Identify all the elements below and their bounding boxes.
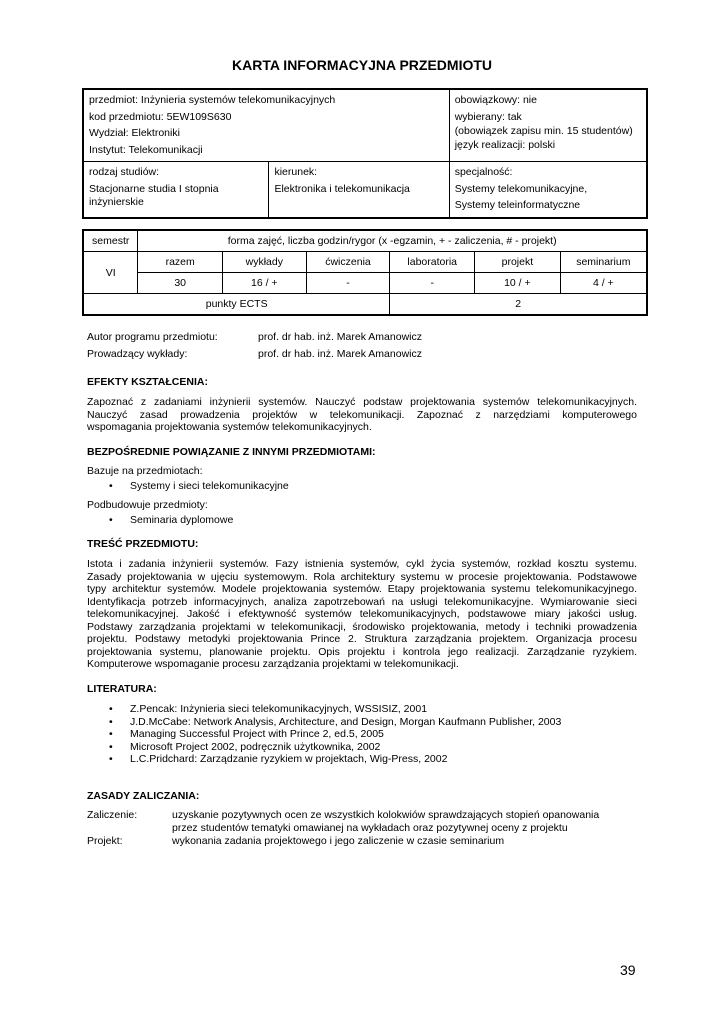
study-type-line2: inżynierskie [89, 195, 144, 208]
col-header: projekt [475, 252, 561, 273]
bullet-icon: • [109, 740, 113, 753]
author-label: Autor programu przedmiotu: [87, 331, 218, 343]
ects-label: punkty ECTS [83, 294, 390, 316]
specialty-cell [449, 162, 647, 218]
based-list [87, 480, 289, 493]
form-header: forma zajęć, liczba godzin/rygor (x -egzamin, + - zaliczenia, # - projekt) [138, 230, 647, 252]
bullet-icon: • [109, 480, 113, 492]
tresc-line: Komputerowe wspomaganie procesu zarządzania projektami w telekomunikacji. [87, 658, 459, 670]
study-type-cell [83, 162, 269, 218]
bullet-icon: • [109, 753, 113, 766]
list-item: • L.C.Pridchard: Zarządzanie ryzykiem w projektach, Wig-Press, 2002 [109, 753, 448, 766]
bullet-icon: • [109, 703, 113, 715]
elective-status: wybierany: tak [454, 110, 522, 123]
faculty: Wydział: Elektroniki [89, 127, 180, 139]
semester-header: semestr [83, 230, 138, 252]
col-header: seminarium [560, 252, 647, 273]
hours-value: 16 / + [222, 273, 306, 294]
powiazania-heading: BEZPOŚREDNIE POWIĄZANIE Z INNYMI PRZEDMIOTAMI: [87, 446, 376, 458]
specialty-line2: Systemy teleinformatyczne [454, 199, 581, 211]
zaliczenie-line2: przez studentów tematyki omawianej na wykładach oraz pozytywnej oceny z projektu [172, 822, 568, 834]
direction-value: Elektronika i telekomunikacja [274, 182, 410, 195]
bullet-icon: • [109, 715, 113, 728]
study-type-line1: Stacjonarne studia I stopnia [89, 182, 219, 195]
efekty-line: Nauczyć zasad prowadzenia projektów w telekomunikacji. Zapoznać z narzędziami komputerowego [87, 408, 637, 421]
tresc-line: Istota i zadania inżynierii systemów. Fazy istnienia systemów, cykl życia systemów, rozkład kosztu systemu. [87, 558, 637, 570]
study-type-label: rodzaj studiów: [89, 166, 160, 178]
lecturer-value: prof. dr hab. inż. Marek Amanowicz [258, 348, 422, 360]
lecturer-label: Prowadzący wykłady: [87, 348, 188, 360]
course-identity-cell [83, 89, 449, 162]
semester-value: VI [83, 252, 138, 294]
builds-list [87, 514, 233, 527]
tresc-line: projektowania systemu, planowanie projektu. Opis projektu i kontrola jego realizacji. Zarządzanie ryzykiem. [87, 645, 637, 658]
col-header: laboratoria [390, 252, 475, 273]
institute: Instytut: Telekomunikacji [89, 143, 203, 156]
hours-value: 4 / + [560, 273, 647, 294]
efekty-heading: EFEKTY KSZTAŁCENIA: [87, 376, 208, 388]
list-item: • Managing Successful Project with Prince 2, ed.5, 2005 [109, 728, 384, 741]
elective-note: (obowiązek zapisu min. 15 studentów) [454, 124, 633, 137]
projekt-label: Projekt: [87, 835, 123, 847]
col-header: ćwiczenia [306, 252, 390, 273]
zaliczenie-line1: uzyskanie pozytywnych ocen ze wszystkich kolokwiów sprawdzających stopień opanowania [172, 809, 600, 821]
hours-table [82, 229, 648, 316]
projekt-line: wykonania zadania projektowego i jego zaliczenie w czasie seminarium [172, 835, 505, 847]
literatura-heading: LITERATURA: [87, 683, 157, 695]
zasady-heading: ZASADY ZALICZANIA: [87, 790, 200, 802]
author-value: prof. dr hab. inż. Marek Amanowicz [258, 331, 422, 343]
course-info-table [82, 88, 648, 219]
efekty-line: wspomagania projektowania systemów telekomunikacyjnych. [87, 421, 372, 433]
hours-value: - [306, 273, 390, 294]
tresc-text [87, 558, 637, 671]
tresc-line: telekomunikacyjnej. Jakość i efektywność systemów telekomunikacyjnych, podstawowe miary jakości usług. [87, 608, 637, 620]
lecturer-row [87, 347, 422, 361]
col-header: wykłady [222, 252, 306, 273]
hours-value: 10 / + [475, 273, 561, 294]
author-row [87, 330, 422, 344]
list-item: • J.D.McCabe: Network Analysis, Architecture, and Design, Morgan Kaufmann Publisher, 2003 [109, 715, 562, 728]
direction-label: kierunek: [274, 166, 318, 178]
hours-value: - [390, 273, 475, 294]
list-item: • Systemy i sieci telekomunikacyjne [109, 480, 289, 492]
tresc-line: typy architektur systemów. Modele projektowania systemów. Etapy projektowania systemu telekomunikacyjnego. [87, 583, 637, 595]
specialty-label: specjalność: [454, 166, 513, 178]
list-item: • Seminaria dyplomowe [109, 514, 234, 526]
tresc-line: projektu. Podstawy metodyki projektowania Prince 2. Struktura zarządzania projektem. Organizacja procesu [87, 633, 637, 645]
col-header: razem [138, 252, 223, 273]
hours-value: 30 [138, 273, 223, 294]
page-title: KARTA INFORMACYJNA PRZEDMIOTU [231, 57, 493, 73]
tresc-line: Identyfikacja potrzeb informacyjnych, analiza zapotrzebowań na usługi telekomunikacyjne. Wymiarowanie sieci [87, 595, 637, 608]
language: język realizacji: polski [454, 138, 556, 151]
list-item: • Z.Pencak: Inżynieria sieci telekomunikacyjnych, WSSISIZ, 2001 [109, 703, 428, 715]
builds-label: Podbudowuje przedmioty: [87, 499, 208, 511]
based-label: Bazuje na przedmiotach: [87, 465, 203, 477]
ects-value: 2 [390, 294, 647, 316]
tresc-heading: TREŚĆ PRZEDMIOTU: [87, 538, 199, 550]
course-status-cell [449, 89, 647, 162]
list-item: • Microsoft Project 2002, podręcznik użytkownika, 2002 [109, 740, 381, 753]
tresc-line: Zasady projektowania w ujęciu systemowym. Rola architektury systemu w procesie projektowania. Podstawowe [87, 570, 637, 583]
literatura-list [87, 703, 561, 766]
specialty-line1: Systemy telekomunikacyjne, [454, 182, 588, 195]
efekty-text [87, 396, 637, 434]
bullet-icon: • [109, 728, 113, 741]
direction-cell [269, 162, 449, 218]
mandatory-status: obowiązkowy: nie [454, 94, 537, 106]
efekty-line: Zapoznać z zadaniami inżynierii systemów. Nauczyć podstaw projektowania systemów telekomunikacyjnych. [87, 396, 637, 408]
zaliczenie-label: Zaliczenie: [87, 809, 138, 821]
course-code: kod przedmiotu: 5EW109S630 [89, 110, 232, 123]
subject-name: przedmiot: Inżynieria systemów telekomunikacyjnych [89, 94, 336, 106]
tresc-line: Podstawy zarządzania projektami w telekomunikacji, środowisko projektowania, metody i techniki prowadzenia [87, 620, 637, 633]
bullet-icon: • [109, 514, 113, 526]
page-number: 39 [620, 962, 636, 978]
